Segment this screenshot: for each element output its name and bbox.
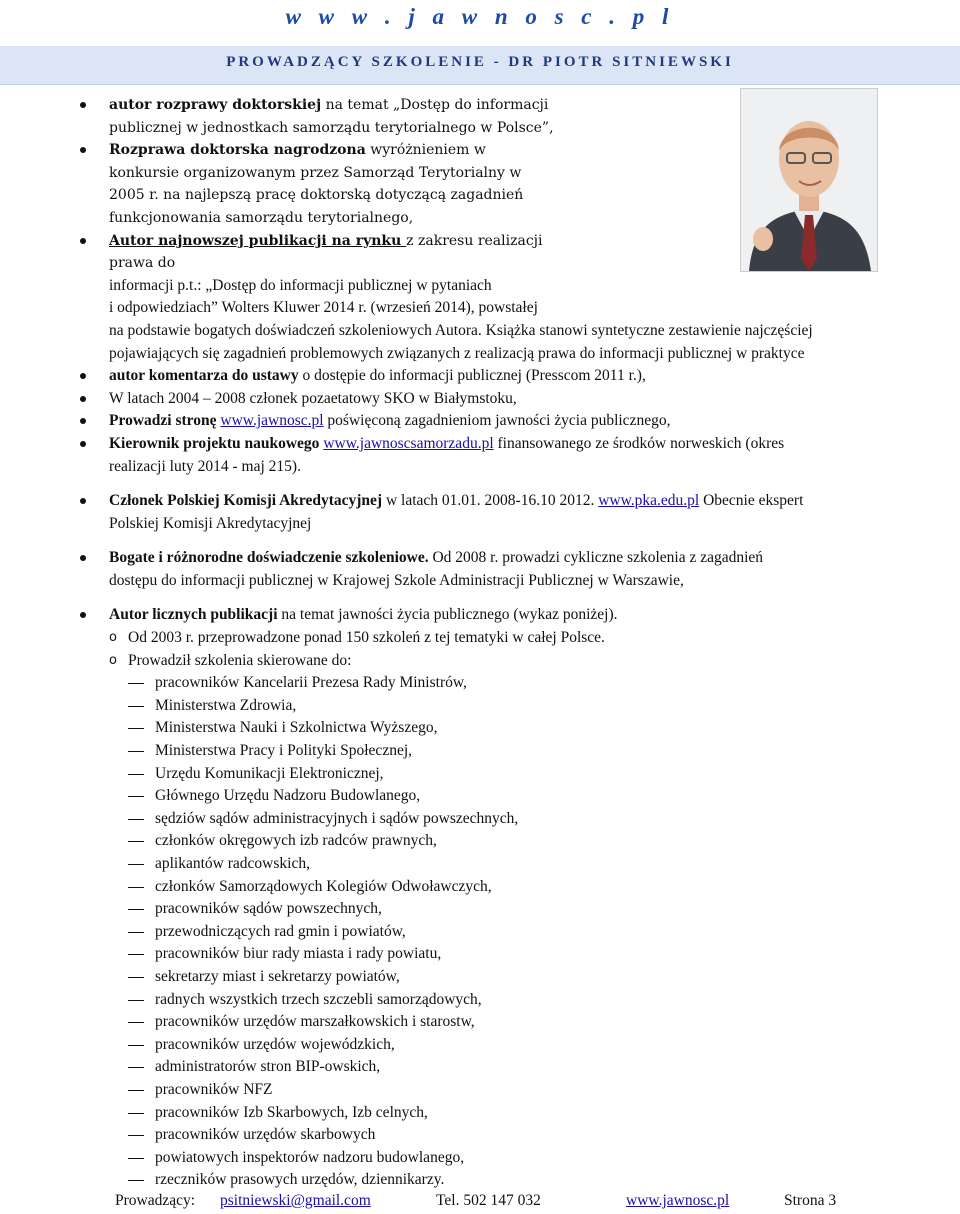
audience-label: administratorów stron BIP-owskich, xyxy=(155,1058,381,1076)
header-banner xyxy=(0,46,960,85)
audience-item xyxy=(0,717,960,740)
list-item-continuation: informacji p.t.: „Dostęp do informacji publicznej w pytaniach xyxy=(109,276,492,294)
audience-item xyxy=(0,1079,960,1102)
audience-label: radnych wszystkich trzech szczebli samorządowych, xyxy=(155,990,482,1008)
audience-label: pracowników sądów powszechnych, xyxy=(155,900,382,918)
bullet-icon xyxy=(80,396,86,402)
audience-label: członków okręgowych izb radców prawnych, xyxy=(155,832,437,850)
bullet-icon xyxy=(80,373,86,379)
audience-label: pracowników NFZ xyxy=(155,1080,273,1098)
bullet-icon xyxy=(80,102,86,108)
audience-label: pracowników urzędów skarbowych xyxy=(155,1126,376,1144)
circle-bullet-icon: o xyxy=(109,652,117,668)
audience-item xyxy=(0,1056,960,1079)
audience-label: Ministerstwa Nauki i Szkolnictwa Wyższego, xyxy=(155,719,438,737)
sublist-item: o Od 2003 r. przeprowadzone ponad 150 szkoleń z tej tematyki w całej Polsce. xyxy=(0,627,960,650)
dash-bullet-icon xyxy=(128,1158,144,1159)
bullet-icon xyxy=(80,498,86,504)
bullet-icon xyxy=(80,441,86,447)
dash-bullet-icon xyxy=(128,1022,144,1023)
bullet-icon xyxy=(80,555,86,561)
audience-item xyxy=(0,1147,960,1170)
footer xyxy=(0,1192,960,1212)
audience-item xyxy=(0,830,960,853)
sublist-item: o Prowadził szkolenia skierowane do: xyxy=(0,650,960,673)
list-item: Autor najnowszej publikacji na rynku z zakresu realizacji prawa do xyxy=(0,230,960,275)
audience-label: pracowników urzędów wojewódzkich, xyxy=(155,1035,395,1053)
audience-label: Głównego Urzędu Nadzoru Budowlanego, xyxy=(155,787,421,805)
list-item: Rozprawa doktorska nagrodzona wyróżnieniem w xyxy=(0,139,960,162)
audience-item xyxy=(0,966,960,989)
footer-page-number: Strona 3 xyxy=(784,1192,837,1209)
audience-item xyxy=(0,1034,960,1057)
bullet-icon xyxy=(80,418,86,424)
list-item-continuation: dostępu do informacji publicznej w Krajowej Szkole Administracji Publicznej w Warszawie, xyxy=(109,571,684,589)
circle-bullet-icon: o xyxy=(109,630,117,646)
audience-item xyxy=(0,785,960,808)
list-item: Autor licznych publikacji na temat jawności życia publicznego (wykaz poniżej). xyxy=(0,604,960,627)
dash-bullet-icon xyxy=(128,728,144,729)
audience-label: pracowników urzędów marszałkowskich i starostw, xyxy=(155,1013,475,1031)
dash-bullet-icon xyxy=(128,909,144,910)
dash-bullet-icon xyxy=(128,706,144,707)
dash-bullet-icon xyxy=(128,977,144,978)
bullet-icon xyxy=(80,147,86,153)
audience-label: powiatowych inspektorów nadzoru budowlanego, xyxy=(155,1148,465,1166)
audience-item xyxy=(0,808,960,831)
audience-item xyxy=(0,876,960,899)
audience-item xyxy=(0,763,960,786)
list-item-continuation: funkcjonowania samorządu terytorialnego, xyxy=(109,209,414,226)
audience-item xyxy=(0,921,960,944)
banner-title: PROWADZĄCY SZKOLENIE - DR PIOTR SITNIEWSKI xyxy=(226,54,734,70)
audience-item xyxy=(0,1011,960,1034)
dash-bullet-icon xyxy=(128,1000,144,1001)
audience-label: aplikantów radcowskich, xyxy=(155,855,310,872)
list-item-continuation: publicznej w jednostkach samorządu terytorialnego w Polsce”, xyxy=(109,119,554,136)
list-item: Kierownik projektu naukowego www.jawnoscsamorzadu.pl finansowanego ze środków norweskich (okres xyxy=(0,433,960,456)
audience-item xyxy=(0,853,960,876)
dash-bullet-icon xyxy=(128,1067,144,1068)
footer-label: Prowadzący: xyxy=(115,1192,196,1209)
bullet-icon xyxy=(80,612,86,618)
dash-bullet-icon xyxy=(128,751,144,752)
audience-item xyxy=(0,898,960,921)
dash-bullet-icon xyxy=(128,954,144,955)
list-item-continuation: pojawiających się zagadnień problemowych związanych z realizacją prawa do informacji publicznej w praktyce xyxy=(109,344,805,362)
audience-label: Ministerstwa Zdrowia, xyxy=(155,696,297,714)
audience-item xyxy=(0,1124,960,1147)
audience-list xyxy=(0,672,960,1192)
dash-bullet-icon xyxy=(128,1045,144,1046)
audience-item xyxy=(0,672,960,695)
list-item-continuation: konkursie organizowanym przez Samorząd Terytorialny w xyxy=(109,164,522,181)
list-item-continuation: i odpowiedziach” Wolters Kluwer 2014 r. (wrzesień 2014), powstałej xyxy=(109,299,538,317)
site-title: w w w . j a w n o s c . p l xyxy=(285,4,675,29)
dash-bullet-icon xyxy=(128,819,144,820)
dash-bullet-icon xyxy=(128,1090,144,1091)
audience-label: pracowników Izb Skarbowych, Izb celnych, xyxy=(155,1103,428,1121)
audience-label: członków Samorządowych Kolegiów Odwoławczych, xyxy=(155,877,492,895)
dash-bullet-icon xyxy=(128,1135,144,1136)
dash-bullet-icon xyxy=(128,864,144,865)
audience-label: sekretarzy miast i sekretarzy powiatów, xyxy=(155,967,400,985)
dash-bullet-icon xyxy=(128,887,144,888)
bullet-icon xyxy=(80,238,86,244)
list-item: W latach 2004 – 2008 członek pozaetatowy SKO w Białymstoku, xyxy=(0,388,960,411)
dash-bullet-icon xyxy=(128,841,144,842)
audience-label: Urzędu Komunikacji Elektronicznej, xyxy=(155,764,384,782)
dash-bullet-icon xyxy=(128,1113,144,1114)
audience-item xyxy=(0,1169,960,1192)
jawnoscsamorzadu-link[interactable]: www.jawnoscsamorzadu.pl xyxy=(323,434,494,452)
dash-bullet-icon xyxy=(128,774,144,775)
audience-label: rzeczników prasowych urzędów, dziennikarzy. xyxy=(155,1171,445,1189)
list-item: Prowadzi stronę www.jawnosc.pl poświęconą zagadnieniom jawności życia publicznego, xyxy=(0,410,960,433)
audience-item xyxy=(0,695,960,718)
dash-bullet-icon xyxy=(128,1180,144,1181)
audience-label: Ministerstwa Pracy i Polityki Społecznej, xyxy=(155,742,413,760)
footer-phone: Tel. 502 147 032 xyxy=(436,1192,541,1209)
audience-label: sędziów sądów administracyjnych i sądów powszechnych, xyxy=(155,809,519,827)
list-item-continuation: realizacji luty 2014 - maj 215). xyxy=(109,457,301,475)
audience-item xyxy=(0,1102,960,1125)
list-item-continuation: Polskiej Komisji Akredytacyjnej xyxy=(109,514,312,532)
audience-label: pracowników biur rady miasta i rady powiatu, xyxy=(155,945,442,963)
dash-bullet-icon xyxy=(128,932,144,933)
list-item-continuation: 2005 r. na najlepszą pracę doktorską dotyczącą zagadnień xyxy=(109,187,524,204)
list-item: Bogate i różnorodne doświadczenie szkoleniowe. Od 2008 r. prowadzi cykliczne szkolenia z zagadnień xyxy=(0,547,960,570)
dash-bullet-icon xyxy=(128,683,144,684)
content xyxy=(0,94,960,1192)
dash-bullet-icon xyxy=(128,796,144,797)
jawnosc-link[interactable]: www.jawnosc.pl xyxy=(220,412,324,430)
audience-label: przewodniczących rad gmin i powiatów, xyxy=(155,922,406,940)
footer-site-link[interactable]: www.jawnosc.pl xyxy=(626,1192,730,1209)
footer-email-link[interactable]: psitniewski@gmail.com xyxy=(220,1192,371,1209)
list-item-continuation: na podstawie bogatych doświadczeń szkoleniowych Autora. Książka stanowi syntetyczne zestawienie najczęściej xyxy=(109,321,813,339)
audience-item xyxy=(0,740,960,763)
pka-link[interactable]: www.pka.edu.pl xyxy=(598,492,700,510)
audience-item xyxy=(0,989,960,1012)
list-item: autor komentarza do ustawy o dostępie do informacji publicznej (Presscom 2011 r.), xyxy=(0,365,960,388)
audience-label: pracowników Kancelarii Prezesa Rady Ministrów, xyxy=(155,674,467,692)
list-item: Członek Polskiej Komisji Akredytacyjnej w latach 01.01. 2008-16.10 2012. www.pka.edu.pl Obecnie ekspert xyxy=(0,490,960,513)
audience-item xyxy=(0,943,960,966)
list-item: autor rozprawy doktorskiej na temat „Dostęp do informacji xyxy=(0,94,960,117)
